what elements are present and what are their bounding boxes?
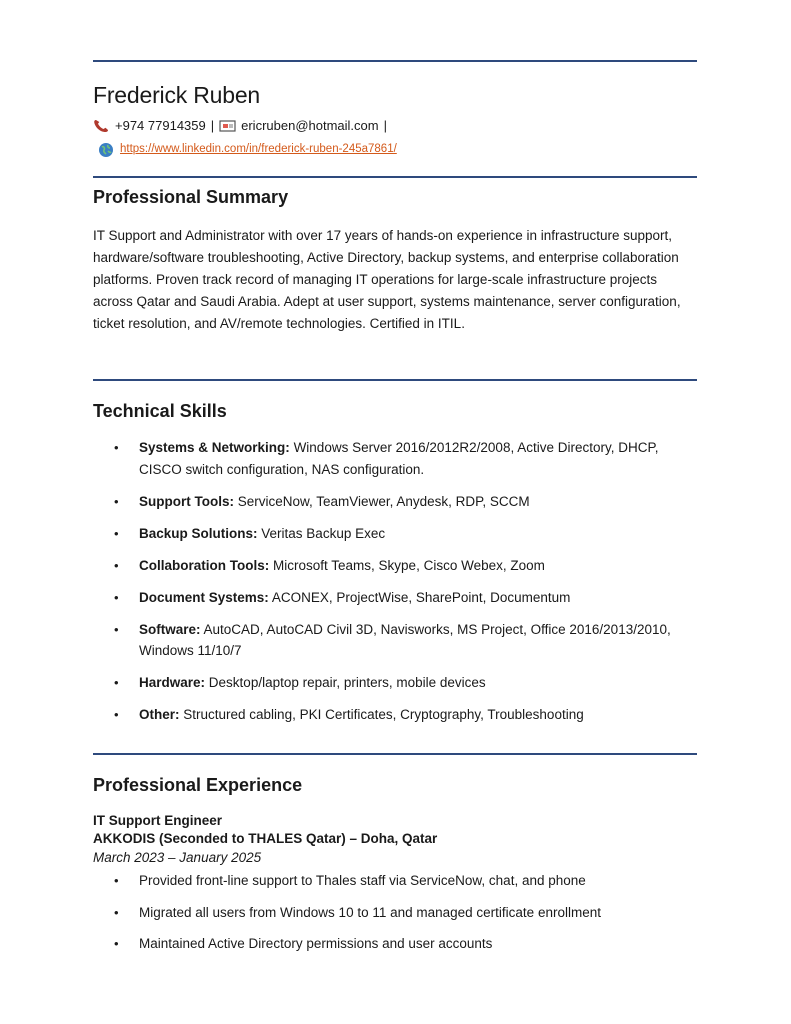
- email-icon: [219, 119, 236, 133]
- skill-text: AutoCAD, AutoCAD Civil 3D, Navisworks, MS Project, Office 2016/2013/2010, Windows 11/10/7: [139, 621, 671, 658]
- phone-icon: [93, 119, 110, 133]
- candidate-name: Frederick Ruben: [93, 82, 261, 108]
- job-bullets: [93, 870, 698, 965]
- skill-text: Windows Server 2016/2012R2/2008, Active Directory, DHCP, CISCO switch configuration, NAS configuration.: [139, 440, 659, 477]
- job-bullet: • Migrated all users from Windows 10 to 11 and managed certificate enrollment: [93, 902, 698, 923]
- skill-label: Document Systems:: [139, 589, 269, 605]
- skill-text: Microsoft Teams, Skype, Cisco Webex, Zoom: [273, 557, 545, 573]
- skill-item: [93, 523, 698, 545]
- linkedin-row: [98, 142, 397, 156]
- skill-text: ServiceNow, TeamViewer, Anydesk, RDP, SCCM: [237, 493, 530, 509]
- job-title: IT Support Engineer: [93, 813, 223, 828]
- summary-divider: [93, 176, 697, 178]
- skill-item: [93, 555, 698, 577]
- skill-label: Other:: [139, 707, 180, 722]
- skill-item: [93, 619, 698, 662]
- globe-icon: [98, 142, 115, 156]
- contact-separator: |: [210, 118, 215, 133]
- job-dates: March 2023 – January 2025: [93, 850, 262, 865]
- linkedin-link[interactable]: https://www.linkedin.com/in/frederick-ruben-245a7861/: [120, 143, 397, 155]
- skill-text: ACONEX, ProjectWise, SharePoint, Documentum: [271, 589, 571, 605]
- summary-text: IT Support and Administrator with over 17 years of hands-on experience in infrastructure support, hardware/software troubleshooting, Active Directory, backup systems, and enterprise collaboration platforms. Proven track record of managing IT operations for large-scale infrastructure projects across Qatar and Saudi Arabia. Adept at user support, systems maintenance, server configuration, ticket resolution, and AV/remote technologies. Certified in ITIL.: [93, 228, 681, 331]
- skill-label: Backup Solutions:: [139, 525, 258, 541]
- top-divider: [93, 60, 697, 62]
- skill-item: [93, 491, 698, 513]
- skill-text: Desktop/laptop repair, printers, mobile devices: [208, 675, 486, 690]
- skill-label: Software:: [139, 621, 201, 637]
- skill-item: [93, 437, 698, 480]
- skill-item: [93, 587, 698, 609]
- email-address[interactable]: ericruben@hotmail.com: [241, 118, 379, 133]
- experience-divider: [93, 753, 697, 755]
- job-bullet: • Provided front-line support to Thales staff via ServiceNow, chat, and phone: [93, 870, 698, 891]
- skill-label: Support Tools:: [139, 493, 234, 509]
- skill-text: Structured cabling, PKI Certificates, Cryptography, Troubleshooting: [183, 707, 584, 722]
- experience-heading: Professional Experience: [93, 775, 303, 795]
- phone-number: +974 77914359: [115, 118, 206, 133]
- skill-item: [93, 704, 698, 726]
- skill-label: Collaboration Tools:: [139, 557, 270, 573]
- contact-separator: |: [383, 118, 387, 133]
- skill-label: Systems & Networking:: [139, 440, 290, 455]
- contact-row: [93, 118, 392, 133]
- skills-divider: [93, 379, 697, 381]
- job-bullet: • Maintained Active Directory permissions and user accounts: [93, 933, 698, 954]
- job-company: AKKODIS (Seconded to THALES Qatar) – Doha, Qatar: [93, 831, 438, 846]
- skill-text: Veritas Backup Exec: [261, 525, 386, 541]
- skill-item: [93, 672, 698, 694]
- skills-list: [93, 437, 698, 736]
- skills-heading: Technical Skills: [93, 401, 227, 421]
- skill-label: Hardware:: [139, 675, 206, 690]
- summary-heading: Professional Summary: [93, 187, 289, 207]
